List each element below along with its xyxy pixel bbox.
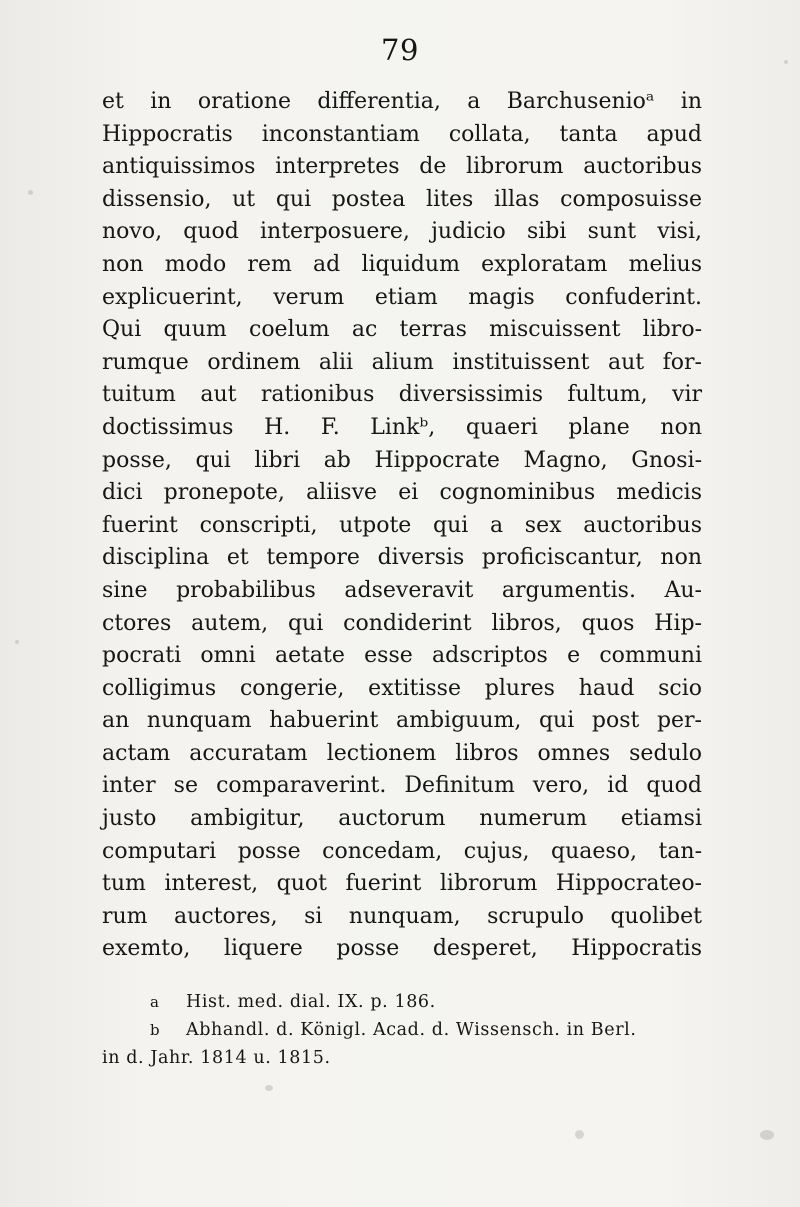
text-line: posse, qui libri ab Hippocrate Magno, Gnosi- (102, 447, 702, 473)
footnote-b (102, 1016, 702, 1044)
paper-speck (28, 190, 33, 195)
text-line: fuerint conscripti, utpote qui a sex auctoribus (102, 512, 702, 538)
text-line: exemto, liquere posse desperet, Hippocratis (102, 936, 702, 962)
text-line: dissensio, ut qui postea lites illas composuisse (102, 186, 702, 212)
text-line: actam accuratam lectionem libros omnes sedulo (102, 740, 702, 766)
text-line: colligimus congerie, extitisse plures haud scio (102, 675, 702, 701)
footnote-marker: a (150, 993, 160, 1011)
text-line: Qui quum coelum ac terras miscuissent libro- (102, 317, 702, 343)
text-line: pocrati omni aetate esse adscriptos e communi (102, 643, 702, 669)
text-line: disciplina et tempore diversis proficiscantur, non (102, 545, 702, 571)
footnote-text: Hist. med. dial. IX. p. 186. (186, 992, 436, 1012)
text-line: justo ambigitur, auctorum numerum etiamsi (102, 806, 702, 832)
paper-speck (265, 1085, 273, 1091)
text-line: sine probabilibus adseveravit argumentis. Au- (102, 577, 702, 603)
footnotes (102, 988, 702, 1072)
text-line: inter se comparaverint. Definitum vero, id quod (102, 773, 702, 799)
text-line: ctores autem, qui condiderint libros, quos Hip- (102, 610, 702, 636)
text-line: antiquissimos interpretes de librorum auctoribus (102, 154, 702, 180)
footnote-marker: b (150, 1021, 161, 1039)
footnote-text: Abhandl. d. Königl. Acad. d. Wissensch. in Berl. (186, 1020, 637, 1040)
main-text-block (102, 86, 702, 966)
text-line: computari posse concedam, cujus, quaeso, tan- (102, 838, 702, 864)
text-line: doctissimus H. F. Linkᵇ, quaeri plane non (102, 414, 702, 440)
text-line: non modo rem ad liquidum exploratam melius (102, 251, 702, 277)
paper-speck (575, 1130, 584, 1139)
paper-speck (15, 640, 19, 644)
text-line: novo, quod interposuere, judicio sibi sunt visi, (102, 219, 702, 245)
paper-speck (784, 60, 788, 64)
text-line: an nunquam habuerint ambiguum, qui post per- (102, 708, 702, 734)
text-line: dici pronepote, aliisve ei cognominibus medicis (102, 480, 702, 506)
text-line: et in oratione differentia, a Barchusenioᵃ in (102, 89, 702, 114)
text-line: explicuerint, verum etiam magis confuderint. (102, 284, 702, 310)
page-number: 79 (381, 33, 419, 67)
text-line: rumque ordinem alii alium instituissent aut for- (102, 349, 702, 375)
text-line: Hippocratis inconstantiam collata, tanta apud (102, 121, 702, 147)
text-line: rum auctores, si nunquam, scrupulo quolibet (102, 903, 702, 929)
footnote-a (102, 988, 702, 1016)
text-line: tuitum aut rationibus diversissimis fultum, vir (102, 382, 702, 408)
paper-speck (760, 1130, 774, 1140)
footnote-b-continuation: in d. Jahr. 1814 u. 1815. (102, 1048, 331, 1068)
text-line: tum interest, quot fuerint librorum Hippocrateo- (102, 871, 702, 897)
